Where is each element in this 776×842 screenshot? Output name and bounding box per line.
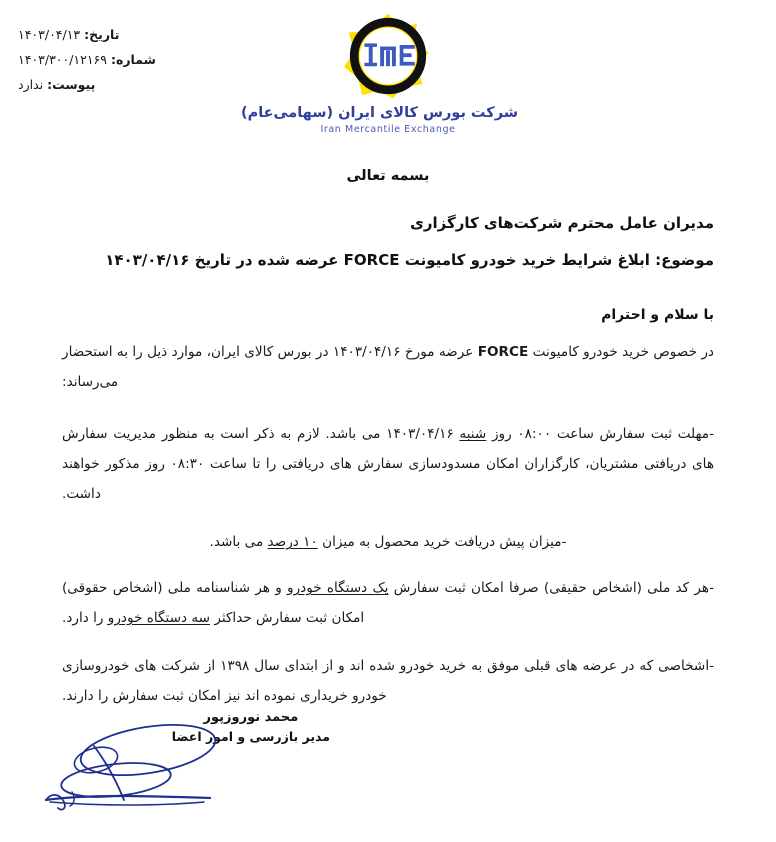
subject-text-b: عرضه شده در تاریخ ۱۴۰۳/۰۴/۱۶ xyxy=(105,251,339,269)
subject-text-a: ابلاغ شرایط خرید خودرو کامیونت xyxy=(404,251,650,269)
meta-number xyxy=(18,47,245,72)
subject-line xyxy=(62,247,714,273)
meta-attachment xyxy=(18,72,245,97)
item-2-underline: یک دستگاه خودرو xyxy=(287,580,389,596)
intro-text-a: در خصوص خرید خودرو کامیونت xyxy=(532,344,714,360)
item-0-prefix: -مهلت ثبت سفارش ساعت ۰۸:۰۰ روز xyxy=(486,426,714,442)
intro-paragraph xyxy=(62,337,714,397)
item-3-prefix: -اشخاصی که در عرضه های قبلی موفق به خرید خودرو شده اند و از ابتدای سال ۱۳۹۸ از شرکت های خودروسازی خودرو خریداری نموده اند نیز امکان ثبت سفارش را دارند. xyxy=(62,658,714,704)
item-2-underline-2: سه دستگاه خودرو xyxy=(107,610,211,626)
meta-date-label: تاریخ: xyxy=(84,27,120,42)
meta-date-value: ۱۴۰۳/۰۴/۱۳ xyxy=(18,27,81,42)
intro-product: FORCE xyxy=(477,344,529,360)
meta-number-label: شماره: xyxy=(110,52,156,67)
company-name-en: Iran Mercantile Exchange xyxy=(320,124,456,135)
item-0-suffix: ۱۴۰۳/۰۴/۱۶ می باشد. لازم به ذکر است به منظور مدیریت سفارش های دریافتی مشتریان، کارگزاران امکان مسدودسازی سفارش های دریافتی را تا ساعت ۰۸:۳۰ روز مذکور خواهند داشت. xyxy=(62,426,714,502)
meta-attachment-label: پیوست: xyxy=(47,77,96,92)
item-2-prefix: -هر کد ملی (اشخاص حقیقی) صرفا امکان ثبت سفارش xyxy=(388,580,714,596)
document-meta xyxy=(0,22,245,97)
meta-number-value: ۱۴۰۳/۳۰۰/۱۲۱۶۹ xyxy=(18,52,107,67)
salutation: با سلام و احترام xyxy=(601,307,714,323)
meta-date xyxy=(18,22,245,47)
signatory-name: محمد نوروزپور xyxy=(203,710,299,725)
item-prepayment xyxy=(62,527,714,557)
intro-text-b: عرضه مورخ ۱۴۰۳/۰۴/۱۶ در بورس کالای ایران، موارد ذیل را به استحضار می‌رساند: xyxy=(62,344,474,390)
item-2-suffix: را دارد. xyxy=(62,610,108,626)
letter-header xyxy=(0,0,776,150)
item-1-underline: ۱۰ درصد xyxy=(267,534,318,550)
item-2-middle: و هر شناسنامه ملی (اشخاص حقوقی) امکان ثبت سفارش حداکثر xyxy=(62,580,365,626)
signature-text xyxy=(172,708,330,746)
subject-product: FORCE xyxy=(343,251,400,269)
item-0-underline: شنبه xyxy=(459,426,487,442)
addressee-line: مدیران عامل محترم شرکت‌های کارگزاری xyxy=(410,214,714,232)
letter-body xyxy=(0,168,776,711)
organization-logo-block xyxy=(240,12,518,136)
item-registration-limit xyxy=(62,573,714,633)
company-name-fa: شرکت بورس کالای ایران (سهامی‌عام) xyxy=(240,105,518,121)
item-1-prefix: -میزان پیش دریافت خرید محصول به میزان xyxy=(317,534,567,550)
item-order-deadline xyxy=(62,419,714,509)
meta-attachment-value: ندارد xyxy=(18,77,44,92)
item-1-suffix: می باشد. xyxy=(209,534,268,550)
basmala: بسمه تعالی xyxy=(346,168,430,184)
signature-block xyxy=(0,700,360,830)
ime-logo-icon xyxy=(340,12,436,100)
subject-label: موضوع: xyxy=(655,251,714,269)
signatory-title: مدیر بازرسی و امور اعضا xyxy=(171,729,330,744)
